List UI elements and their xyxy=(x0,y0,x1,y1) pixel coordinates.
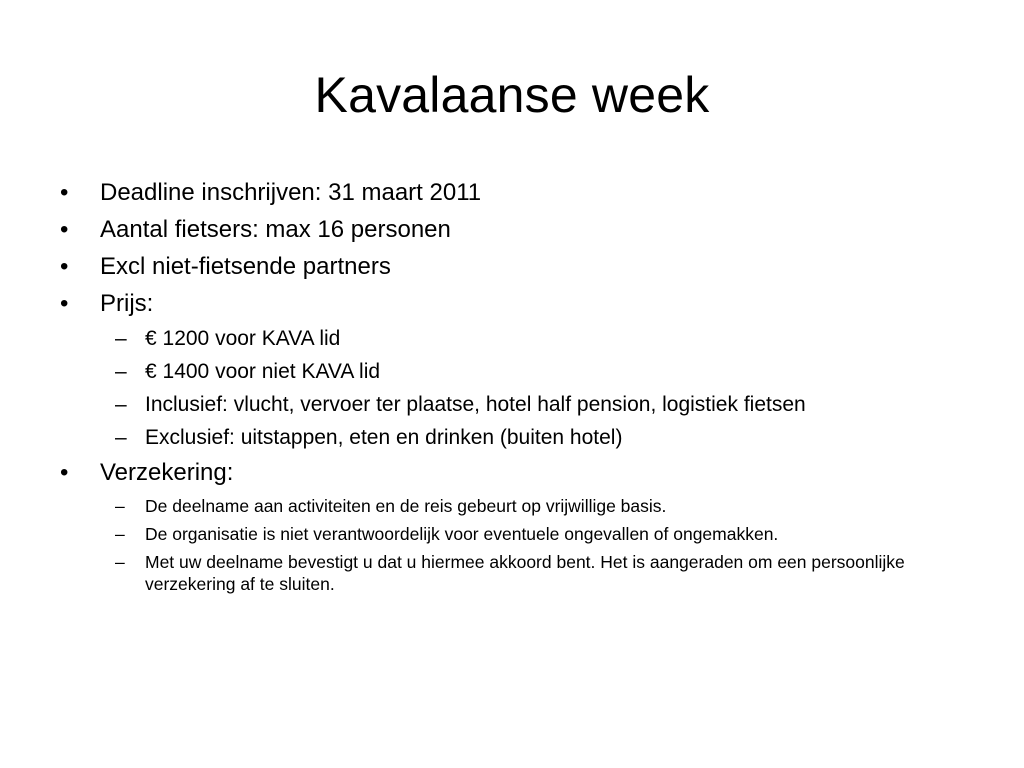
bullet-item-prijs xyxy=(58,289,978,319)
sub-item-text: De deelname aan activiteiten en de reis gebeurt op vrijwillige basis. xyxy=(145,496,667,516)
sub-item-text: Exclusief: uitstappen, eten en drinken (buiten hotel) xyxy=(145,426,623,449)
bullet-icon: • xyxy=(60,179,69,206)
sub-item-exclusief xyxy=(58,425,978,450)
bullet-item-aantal-fietsers xyxy=(58,215,978,245)
sub-item-verantwoordelijk xyxy=(58,523,978,545)
dash-icon: – xyxy=(115,524,125,544)
dash-icon: – xyxy=(115,552,125,572)
slide-title: Kavalaanse week xyxy=(314,67,710,123)
dash-icon: – xyxy=(115,426,127,449)
bullet-text: Aantal fietsers: max 16 personen xyxy=(100,216,451,243)
dash-icon: – xyxy=(115,360,127,383)
sub-item-text: € 1200 voor KAVA lid xyxy=(145,327,341,350)
sub-item-prijs-niet-lid xyxy=(58,359,978,384)
bullet-icon: • xyxy=(60,459,69,486)
dash-icon: – xyxy=(115,496,125,516)
bullet-text: Excl niet-fietsende partners xyxy=(100,253,391,280)
sub-item-vrijwillig xyxy=(58,495,978,517)
dash-icon: – xyxy=(115,393,127,416)
bullet-icon: • xyxy=(60,290,69,317)
bullet-text: Prijs: xyxy=(100,290,154,317)
sub-item-inclusief xyxy=(58,392,978,417)
sub-item-text: Inclusief: vlucht, vervoer ter plaatse, hotel half pension, logistiek fietsen xyxy=(145,393,806,416)
sub-item-prijs-lid xyxy=(58,326,978,351)
bullet-item-verzekering xyxy=(58,458,978,488)
sub-item-text: € 1400 voor niet KAVA lid xyxy=(145,360,381,383)
bullet-text: Verzekering: xyxy=(100,459,234,486)
bullet-item-deadline xyxy=(58,178,978,208)
bullet-item-partners xyxy=(58,252,978,282)
bullet-icon: • xyxy=(60,253,69,280)
sub-item-akkoord xyxy=(58,551,978,595)
bullet-text: Deadline inschrijven: 31 maart 2011 xyxy=(100,179,482,206)
sub-item-text: Met uw deelname bevestigt u dat u hiermee akkoord bent. Het is aangeraden om een persoonlijke verzekering af te sluiten. xyxy=(145,552,905,594)
sub-item-text: De organisatie is niet verantwoordelijk voor eventuele ongevallen of ongemakken. xyxy=(145,524,779,544)
bullet-icon: • xyxy=(60,216,69,243)
bullet-list xyxy=(58,178,978,601)
dash-icon: – xyxy=(115,327,127,350)
